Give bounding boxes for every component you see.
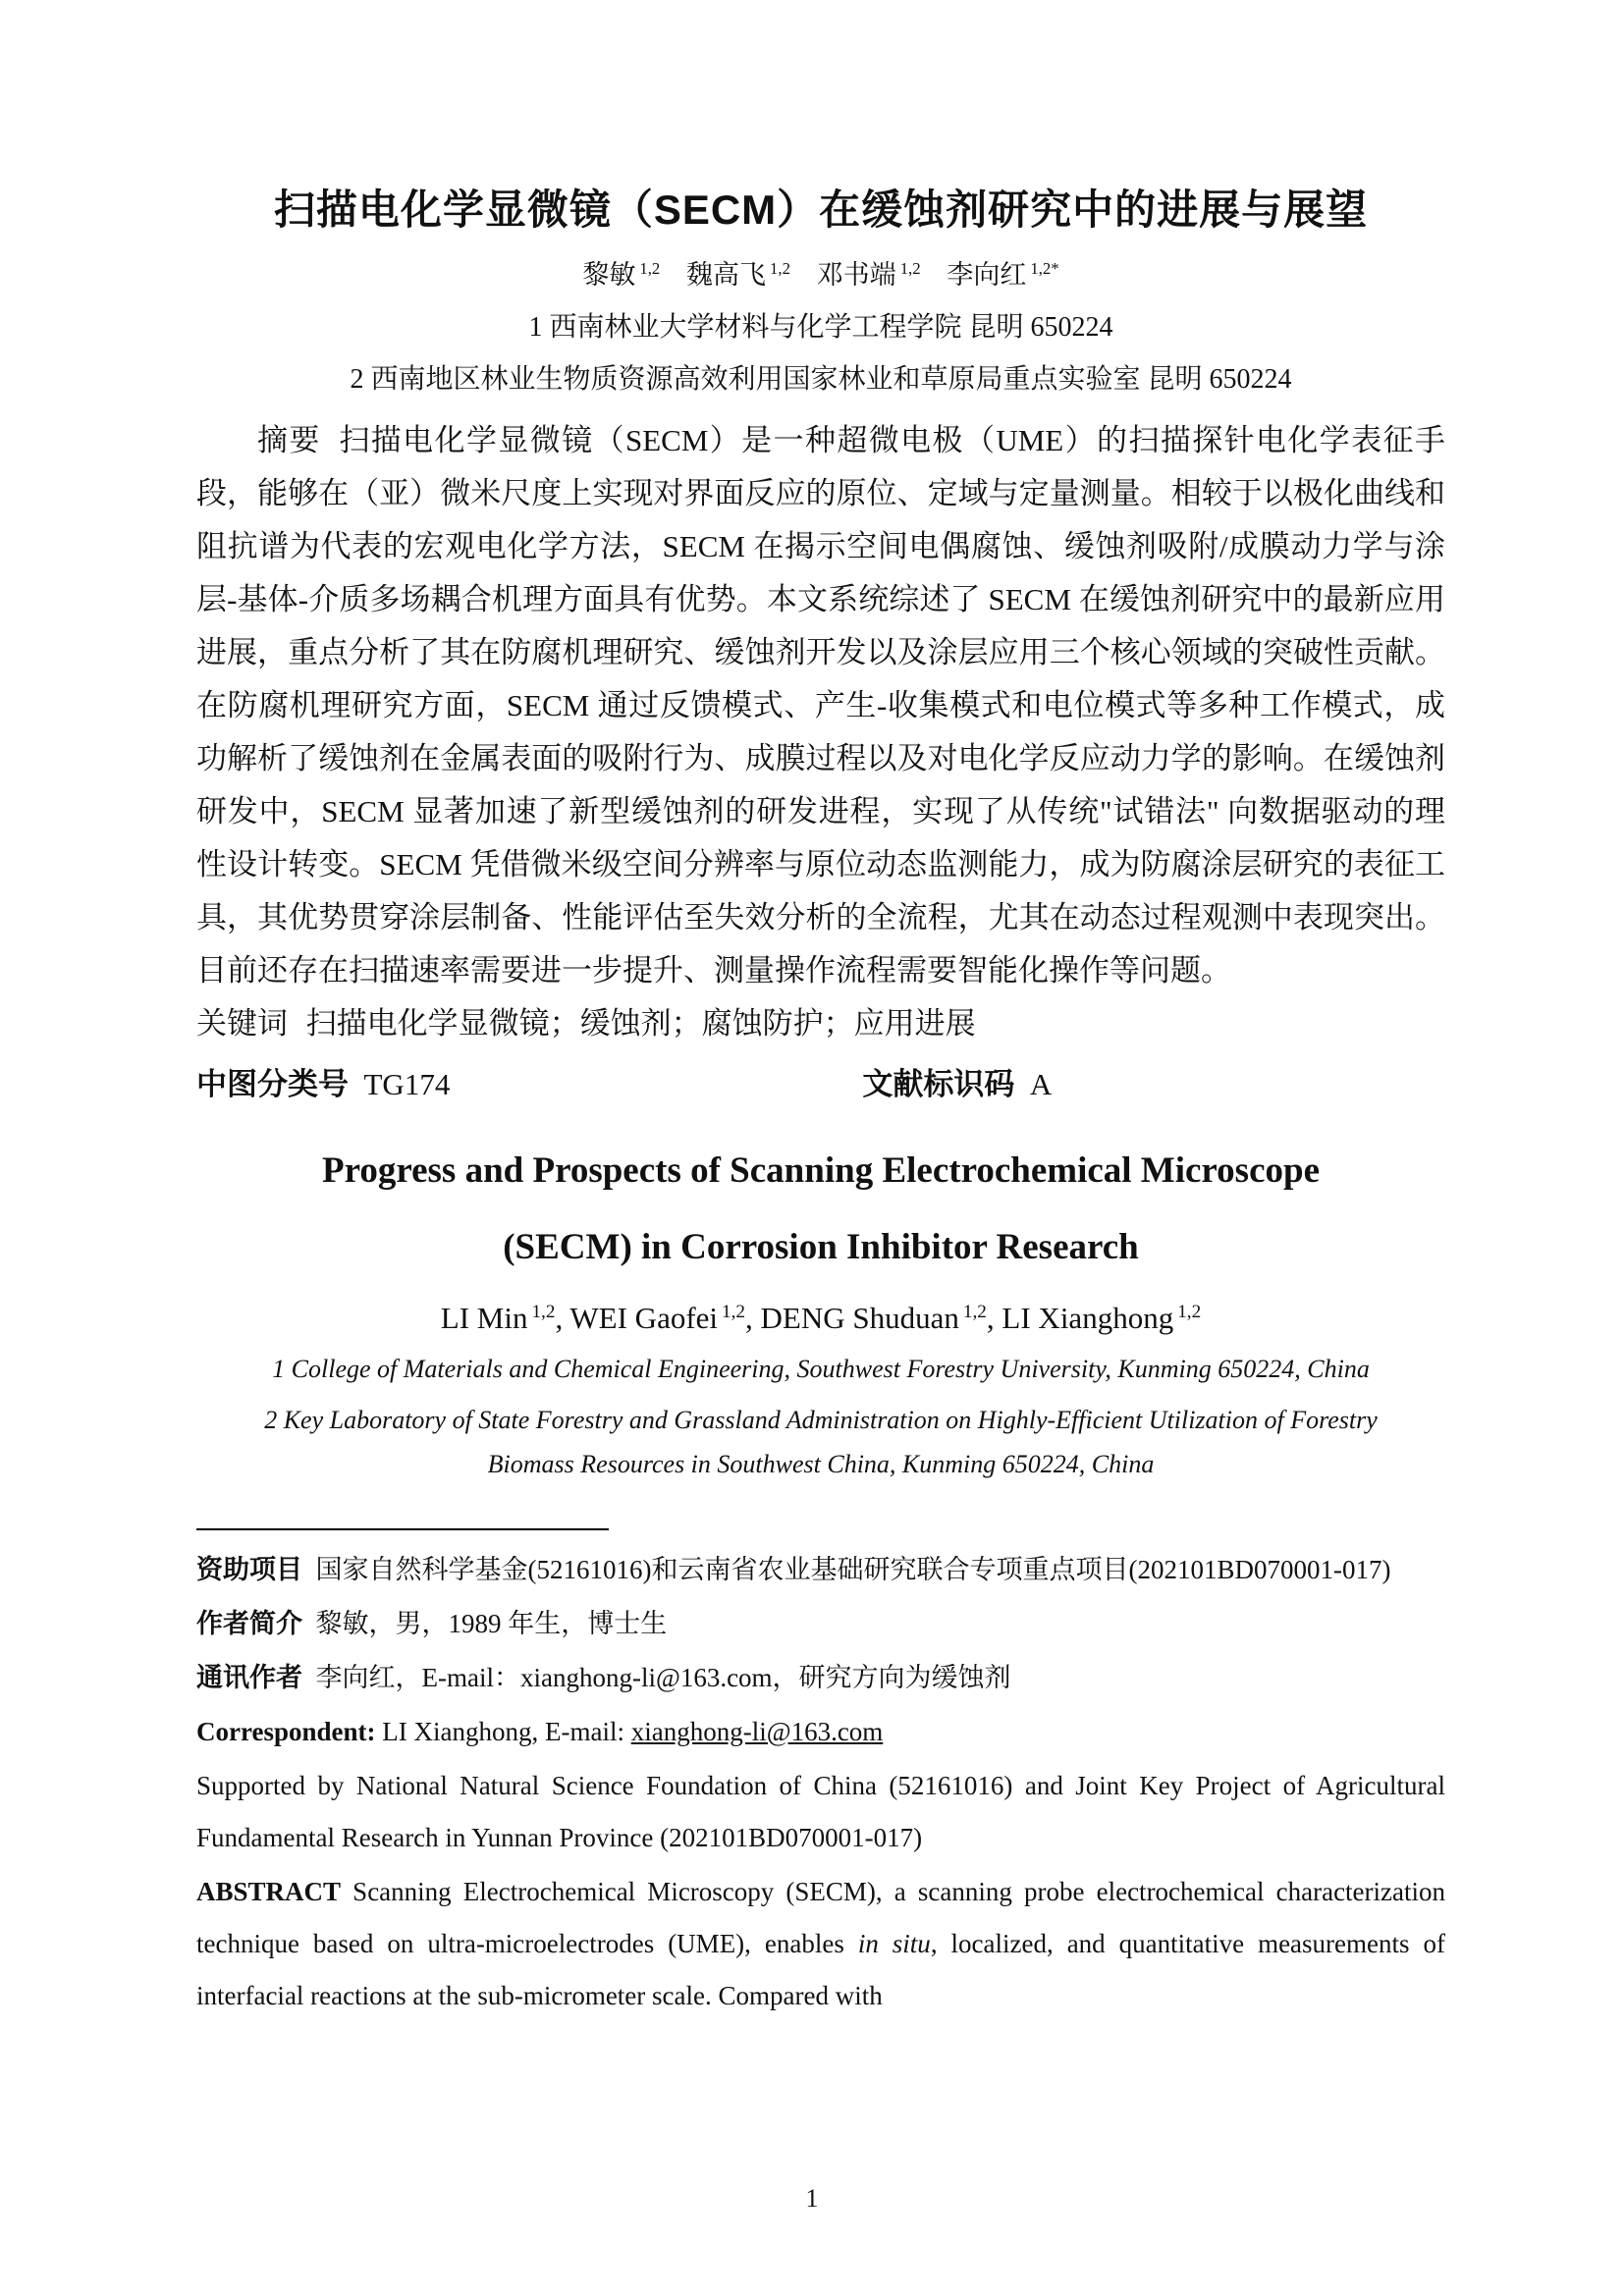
paper-title-cn: 扫描电化学显微镜（SECM）在缓蚀剂研究中的进展与展望 — [273, 187, 1369, 233]
keywords-text-cn: 扫描电化学显微镜；缓蚀剂；腐蚀防护；应用进展 — [305, 1005, 976, 1041]
clc-value: TG174 — [363, 1066, 451, 1101]
abstract-en — [196, 1866, 1445, 2022]
correspondent-en-text: LI Xianghong, E-mail: — [375, 1716, 631, 1746]
fund-label: 资助项目 — [196, 1554, 302, 1584]
abstract-en-italic-term: in situ — [857, 1928, 931, 1958]
authors-en-line — [196, 1297, 1445, 1339]
author-cn-name: 黎敏 — [582, 259, 636, 290]
author-cn-affil-marker: 1,2 — [899, 258, 921, 278]
footnote-fund — [196, 1544, 1445, 1596]
email-link[interactable]: xianghong-li@163.com — [630, 1716, 884, 1746]
page-number: 1 — [805, 2184, 819, 2213]
fund-text: 国家自然科学基金(52161016)和云南省农业基础研究联合专项重点项目(202101BD070001-017) — [315, 1554, 1391, 1584]
authors-cn-line — [196, 257, 1445, 294]
abstract-en-label: ABSTRACT — [196, 1876, 342, 1906]
clc-item — [196, 1058, 450, 1111]
correspondent-cn-label: 通讯作者 — [196, 1662, 302, 1692]
keywords-cn — [196, 997, 1445, 1050]
author-cn-name: 李向红 — [947, 259, 1027, 290]
paper-title-en-line1: Progress and Prospects of Scanning Electrochemical Microscope — [321, 1149, 1321, 1191]
author-en-affil-marker: 1,2 — [722, 1301, 746, 1322]
author-en-name: LI Min — [440, 1301, 528, 1336]
footnote-divider — [196, 1528, 609, 1530]
author-cn-affil-marker: 1,2 — [639, 258, 661, 278]
author-en-name: , LI Xianghong — [986, 1301, 1174, 1336]
footnote-correspondent-cn — [196, 1652, 1445, 1704]
author-cn-affil-marker: 1,2 — [770, 258, 790, 278]
affiliation-en-1: 1 College of Materials and Chemical Engineering, Southwest Forestry University, Kunming 650224, China — [272, 1354, 1370, 1383]
paper-title-en-line2: (SECM) in Corrosion Inhibitor Research — [503, 1226, 1139, 1267]
affiliation-cn-2: 2 西南地区林业生物质资源高效利用国家林业和草原局重点实验室 昆明 650224 — [350, 363, 1292, 395]
footnote-correspondent-en — [196, 1706, 1445, 1758]
abstract-label-cn: 摘要 — [257, 422, 321, 457]
classification-line — [196, 1058, 1445, 1111]
author-en-name: , WEI Gaofei — [555, 1301, 719, 1336]
author-en-name: , DENG Shuduan — [745, 1301, 959, 1336]
author-cn — [947, 260, 1058, 290]
footnote-author-bio — [196, 1598, 1445, 1650]
footnote-supported-by: Supported by National Natural Science Foundation of China (52161016) and Joint Key Project of Agricultural Fundamental Research in Yunnan Province (202101BD070001-017) — [196, 1770, 1445, 1852]
paper-title-en — [196, 1145, 1445, 1273]
bio-label: 作者简介 — [196, 1608, 302, 1638]
author-cn-name: 魏高飞 — [686, 259, 767, 290]
abstract-cn — [196, 414, 1445, 997]
author-cn-name: 邓书端 — [816, 259, 896, 290]
affiliation-cn-1: 1 西南林业大学材料与化学工程学院 昆明 650224 — [528, 311, 1113, 343]
doc-code-value: A — [1029, 1066, 1053, 1101]
author-cn-affil-marker: 1,2* — [1030, 258, 1059, 278]
correspondent-en-label: Correspondent: — [196, 1716, 376, 1746]
author-en-affil-marker: 1,2 — [962, 1301, 987, 1322]
author-en-affil-marker: 1,2 — [531, 1301, 556, 1322]
author-cn — [686, 260, 790, 290]
abstract-text-cn: 扫描电化学显微镜（SECM）是一种超微电极（UME）的扫描探针电化学表征手段，能够在（亚）微米尺度上实现对界面反应的原位、定域与定量测量。相较于以极化曲线和阻抗谱为代表的宏观电化学方法，SECM 在揭示空间电偶腐蚀、缓蚀剂吸附/成膜动力学与涂层-基体-介质多场耦合机理方面具有优势。本文系统综述了 SECM 在缓蚀剂研究中的最新应用进展，重点分析了其在防腐机理研究、缓蚀剂开发以及涂层应用三个核心领域的突破性贡献。在防腐机理研究方面，SECM 通过反馈模式、产生-收集模式和电位模式等多种工作模式，成功解析了缓蚀剂在金属表面的吸附行为、成膜过程以及对电化学反应动力学的影响。在缓蚀剂研发中，SECM 显著加速了新型缓蚀剂的研发进程，实现了从传统"试错法" 向数据驱动的理性设计转变。SECM 凭借微米级空间分辨率与原位动态监测能力，成为防腐涂层研究的表征工具，其优势贯穿涂层制备、性能评估至失效分析的全流程，尤其在动态过程观测中表现突出。目前还存在扫描速率需要进一步提升、测量操作流程需要智能化操作等问题。 — [196, 422, 1445, 988]
bio-text: 黎敏，男，1989 年生，博士生 — [315, 1608, 668, 1638]
doc-code-label: 文献标识码 — [862, 1066, 1015, 1101]
keywords-label-cn: 关键词 — [196, 1005, 288, 1041]
abstract-en-text-1: Scanning Electrochemical Microscopy (SECM), a scanning probe electrochemical characterization technique based on ultra-microelectrodes (UME), enables — [196, 1876, 1445, 1958]
author-en-affil-marker: 1,2 — [1177, 1301, 1202, 1322]
footnotes-section — [196, 1544, 1445, 2022]
correspondent-cn-text: 李向红，E-mail：xianghong-li@163.com，研究方向为缓蚀剂 — [315, 1662, 1011, 1692]
clc-label: 中图分类号 — [196, 1066, 349, 1101]
affiliation-en-2: 2 Key Laboratory of State Forestry and Grassland Administration on Highly-Efficient Utilization of Forestry Biomass Resources in Southwest China, Kunming 650224, China — [264, 1406, 1378, 1479]
abstract-en-text-2: , localized, and quantitative measurements of interfacial reactions at the sub-micrometer scale. Compared with — [196, 1928, 1445, 2010]
author-cn — [817, 260, 921, 290]
author-cn — [582, 260, 660, 290]
doc-code-item — [862, 1058, 1052, 1111]
